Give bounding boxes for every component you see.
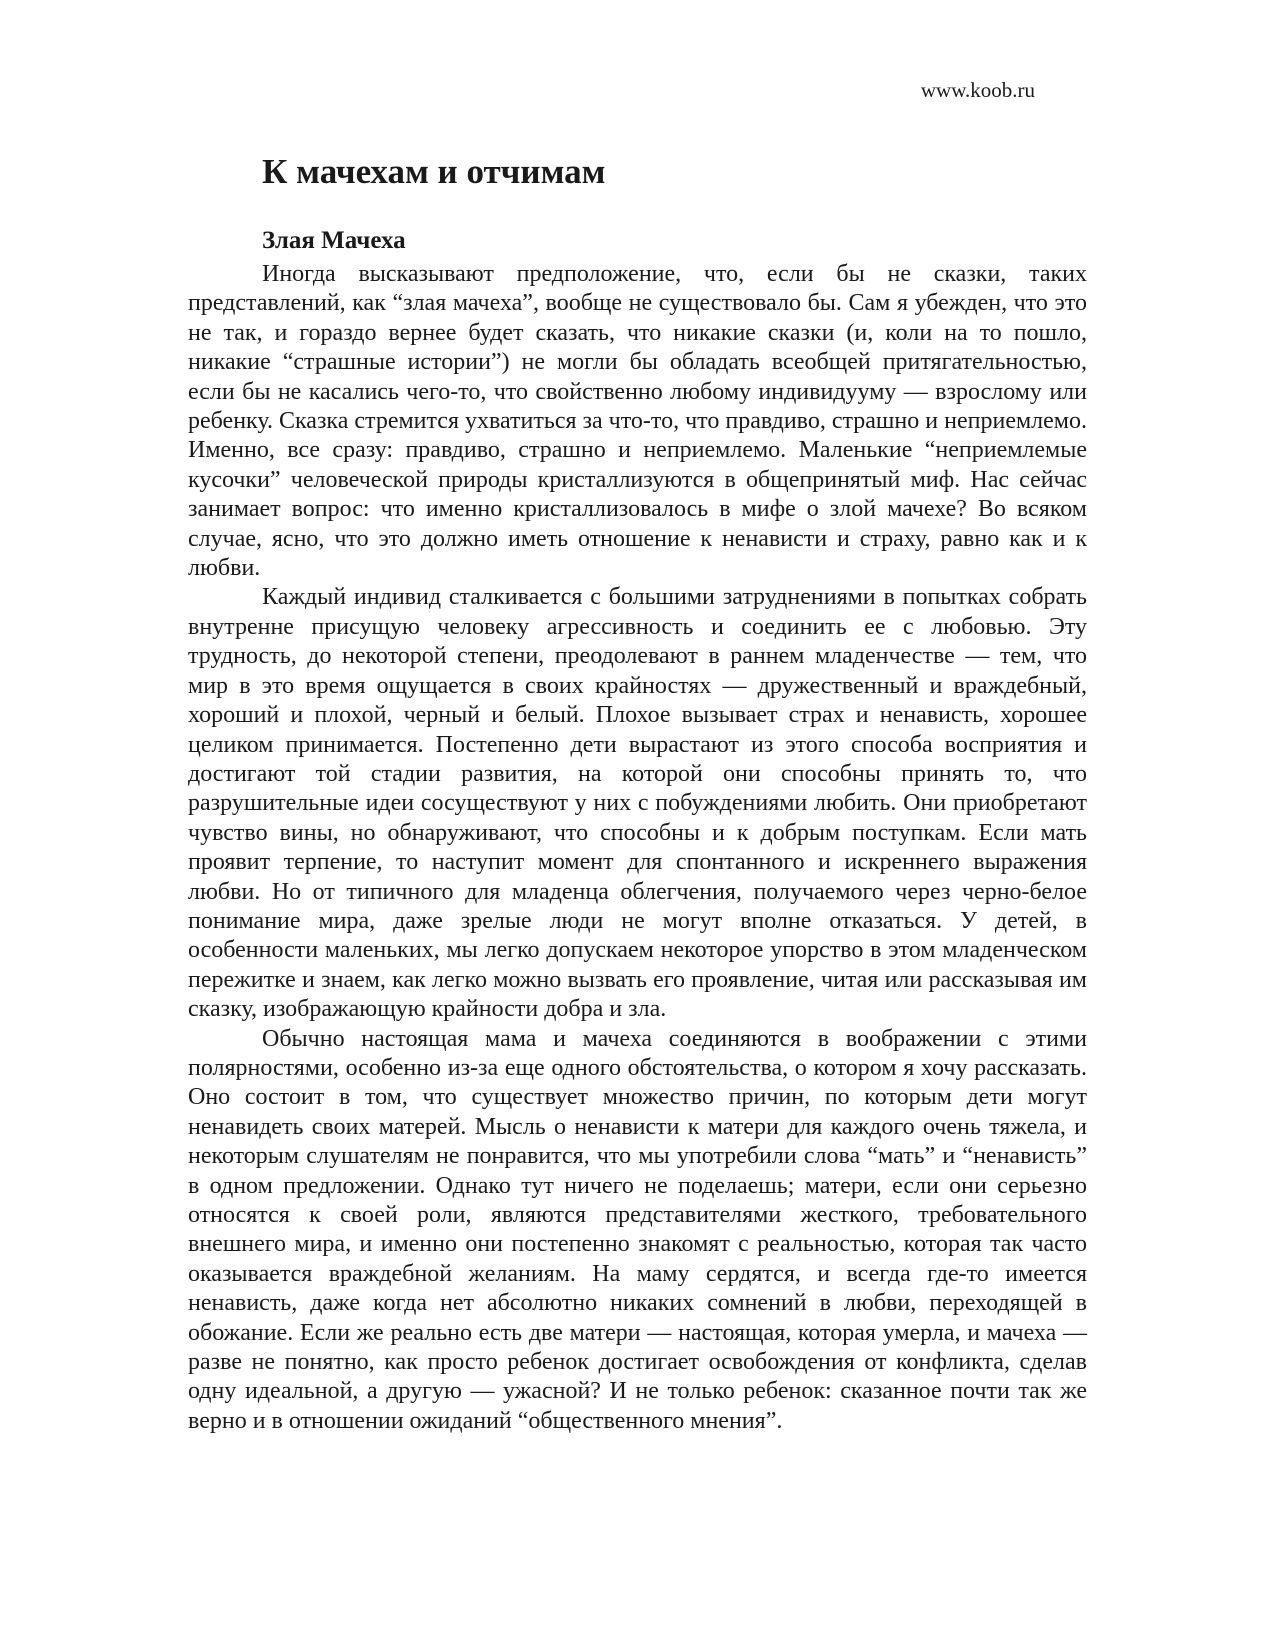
chapter-title: К мачехам и отчимам xyxy=(262,152,606,191)
section-heading: Злая Мачеха xyxy=(262,227,406,254)
paragraph: Иногда высказывают предположение, что, если бы не сказки, таких представлений, как “злая мачеха”, вообще не существовало бы. Сам я убежден, что это не так, и гораздо вернее будет сказать, что никакие сказки (и, коли на то пошло, никакие “страшные истории”) не могли бы обладать всеобщей притягательностью, если бы не касались чего-то, что свойственно любому индивидууму — взрослому или ребенку. Сказка стремится ухватиться за что-то, что правдиво, страшно и неприемлемо. Именно, все сразу: правдиво, страшно и неприемлемо. Маленькие “неприемлемые кусочки” человеческой природы кристаллизуются в общепринятый миф. Нас сейчас занимает вопрос: что именно кристаллизовалось в мифе о злой мачехе? Во всяком случае, ясно, что это должно иметь отношение к ненависти и страху, равно как и к любви. xyxy=(188,261,1087,582)
section-body xyxy=(188,222,1087,1436)
header-site-url: www.koob.ru xyxy=(920,78,1035,102)
paragraph: Каждый индивид сталкивается с большими затруднениями в попытках собрать внутренне присущую человеку агрессивность и соединить ее с любовью. Эту трудность, до некоторой степени, преодолевают в раннем младенчестве — тем, что мир в это время ощущается в своих крайностях — дружественный и враждебный, хороший и плохой, черный и белый. Плохое вызывает страх и ненависть, хорошее целиком принимается. Постепенно дети вырастают из этого способа восприятия и достигают той стадии развития, на которой они способны принять то, что разрушительные идеи сосуществуют у них с побуждениями любить. Они приобретают чувство вины, но обнаруживают, что способны и к добрым поступкам. Если мать проявит терпение, то наступит момент для спонтанного и искреннего выражения любви. Но от типичного для младенца облегчения, получаемого через черно-белое понимание мира, даже зрелые люди не могут вполне отказаться. У детей, в особенности маленьких, мы легко допускаем некоторое упорство в этом младенческом пережитке и знаем, как легко можно вызвать его проявление, читая или рассказывая им сказку, изображающую крайности добра и зла. xyxy=(188,584,1087,1023)
paragraph: Обычно настоящая мама и мачеха соединяются в воображении с этими полярностями, особенно из-за еще одного обстоятельства, о котором я хочу рассказать. Оно состоит в том, что существует множество причин, по которым дети могут ненавидеть своих матерей. Мысль о ненависти к матери для каждого очень тяжела, и некоторым слушателям не понравится, что мы употребили слова “мать” и “ненависть” в одном предложении. Однако тут ничего не поделаешь; матери, если они серьезно относятся к своей роли, являются представителями жесткого, требовательного внешнего мира, и именно они постепенно знакомят с реальностью, которая так часто оказывается враждебной желаниям. На маму сердятся, и всегда где-то имеется ненависть, даже когда нет абсолютно никаких сомнений в любви, переходящей в обожание. Если же реально есть две матери — настоящая, которая умерла, и мачеха — разве не понятно, как просто ребенок достигает освобождения от конфликта, сделав одну идеальной, а другую — ужасной? И не только ребенок: сказанное почти так же верно и в отношении ожиданий “общественного мнения”. xyxy=(188,1025,1087,1434)
